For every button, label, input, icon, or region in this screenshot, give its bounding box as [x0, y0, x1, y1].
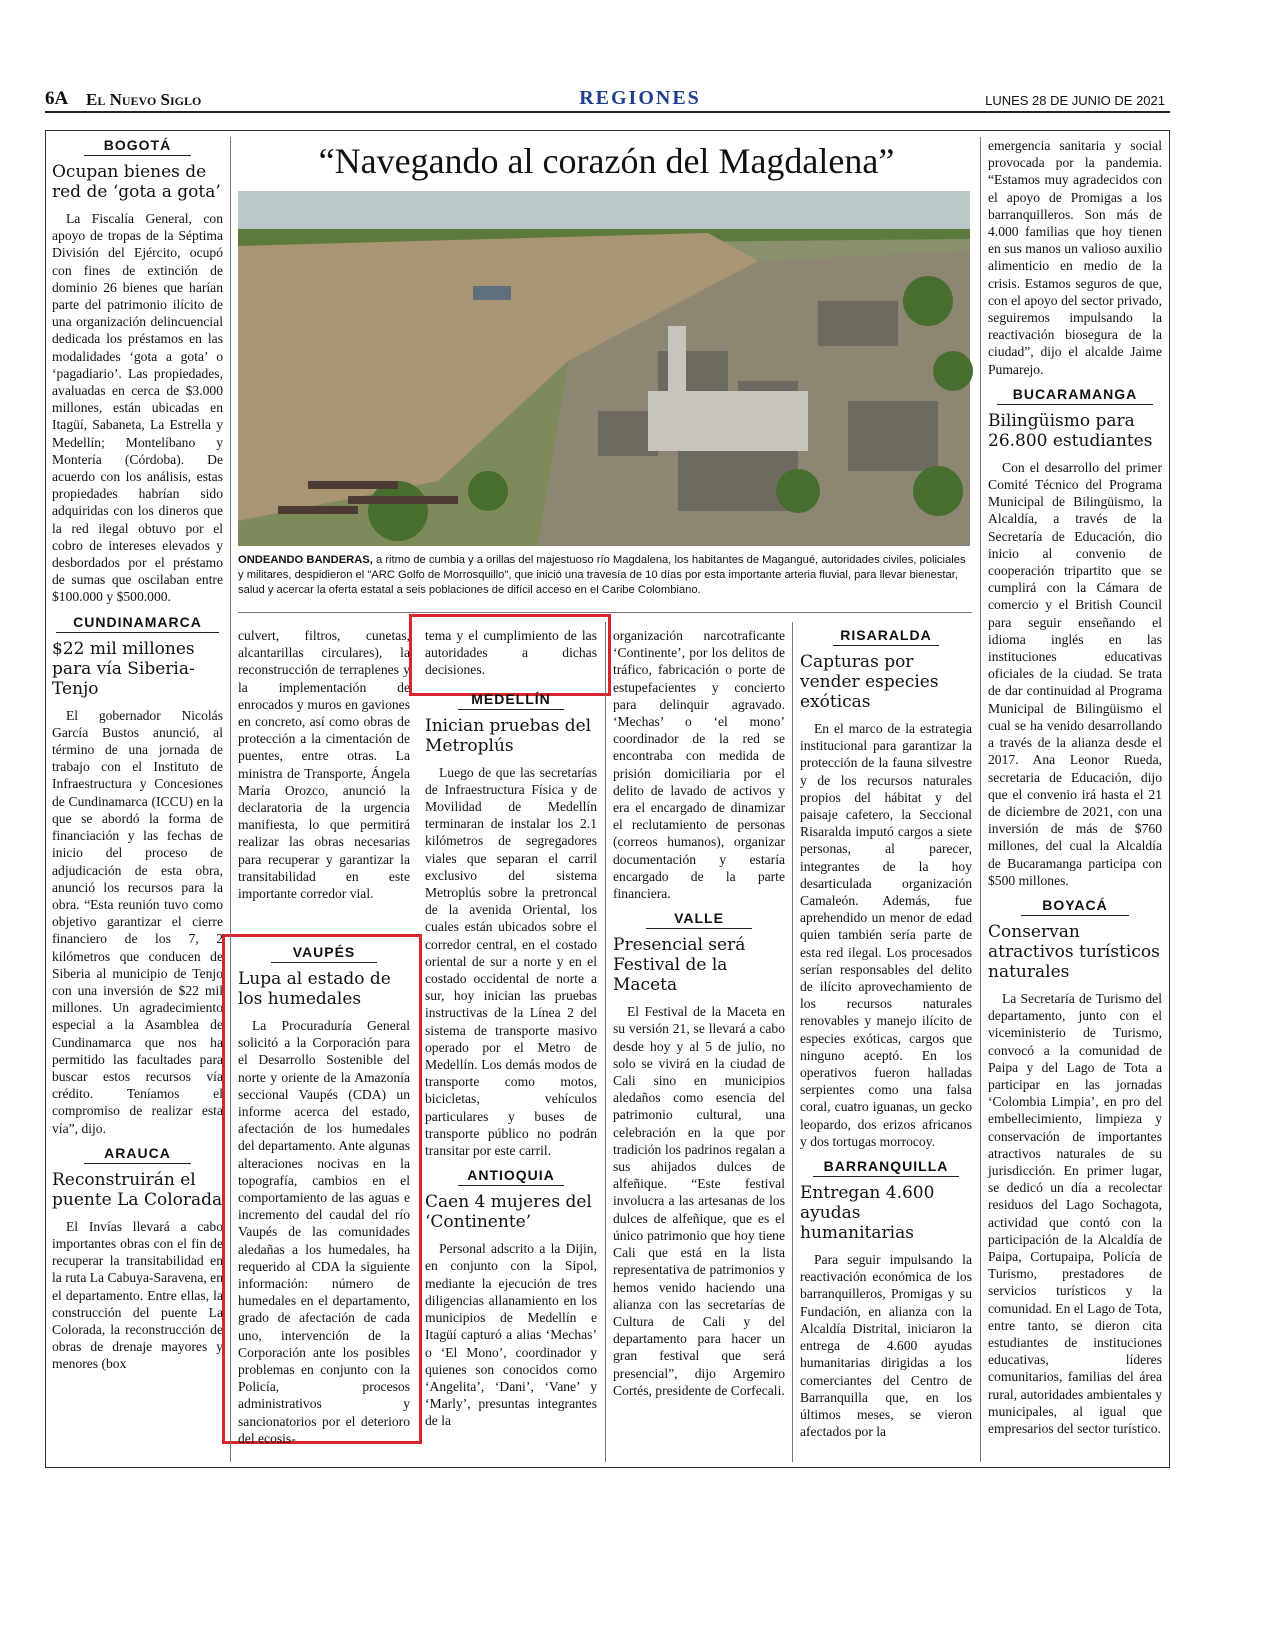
page-number: 6A: [45, 88, 69, 109]
paper-name: El Nuevo Siglo: [86, 90, 202, 109]
issue-date: LUNES 28 DE JUNIO DE 2021: [985, 93, 1165, 108]
story-antioquia-continued: organización narcotraficante ‘Continente’, por los delitos de tráfico, fabricación o porte de estupefacientes y concierto para delinquir agravado. ‘Mechas’ o ‘el mono’ coordinador de la red se encontraba con medida de prisión domiciliaria por el delito de lavado de activos y era el encargado de dinamizar el reclutamiento de personas (correos humanos), organizar documentación y estaría encargado de la parte financiera.: [613, 628, 785, 902]
headline-medellin: Inician pruebas del Metroplús: [425, 715, 592, 756]
headline-valle: Presencial será Festival de la Maceta: [613, 935, 746, 996]
column-6: [988, 137, 1162, 1462]
caption-lead: ONDEANDO BANDERAS,: [238, 554, 373, 566]
story-vaupes-continued: tema y el cumplimiento de las autoridades a dichas decisiones.: [425, 628, 597, 678]
section-barranquilla: BARRANQUILLA: [813, 1158, 959, 1177]
column-rule: [792, 622, 793, 1462]
masthead-rule: [45, 111, 1170, 113]
headline-barranquilla: Entregan 4.600 ayudas humanitarias: [800, 1183, 935, 1244]
section-antioquia: ANTIOQUIA: [458, 1167, 565, 1186]
headline-bogota: Ocupan bienes de red de ‘gota a gota’: [52, 162, 221, 202]
headline-boyaca: Conservan atractivos turísticos naturales: [988, 921, 1160, 982]
section-medellin: MEDELLÍN: [458, 691, 565, 710]
column-5: [800, 627, 972, 1462]
feature-bottom-rule: [238, 612, 972, 613]
story-arauca: El Invías llevará a cabo importantes obras con el fin de recuperar la transitabilidad en la ruta La Cabuya-Saravena, en el departamento. Entre ellas, la construcción del puente La Colorada, la reconstrucción de obras de drenaje mayores y menores (box: [52, 1218, 223, 1372]
story-boyaca: La Secretaría de Turismo del departamento, junto con el viceministerio de Turismo, convocó a la comunidad de Paipa y del Lago de Tota a participar en las jornadas ‘Colombia Limpia’, en pro del embellecimiento, limpieza y conservación de importantes atractivos naturales de su jurisdicción. En primer lugar, se dedicó un día a recolectar residuos del Lago Sochagota, actividad que contó con la participación de la Alcaldía de Paipa, Cortupaipa, Policía de Turismo, prestadores de servicios turísticos y la comunidad. En el Lago de Tota, entre tanto, se dieron cita estudiantes de instituciones educativas, líderes comunitarios, familias del área rural, autoridades ambientales y municipales, al igual que empresarios del sector turístico.: [988, 990, 1162, 1436]
column-4: [613, 627, 785, 1462]
story-medellin: Luego de que las secretarías de Infraestructura Física y de Movilidad de Medellín terminaran de instalar los 2.1 kilómetros de segregadores viales que separan el carril exclusivo del sistema Metroplús sobre la pretroncal de la avenida Oriental, los cuales están ubicados sobre el corredor central, en el costado oriental de sur a norte y en el costado occidental de norte a sur, hoy inician las pruebas instructivas de la Línea 2 del sistema de transporte masivo operado por el Metro de Medellín. Los demás modos de transporte como motos, bicicletas, vehículos particulares y buses de transporte público no podrán transitar por este carril.: [425, 764, 597, 1159]
story-risaralda: En el marco de la estrategia institucional para garantizar la protección de la fauna silvestre y de los recursos naturales propios del hábitat y del paisaje cafetero, la Seccional Risaralda imputó cargos a siete personas, al parecer, integrantes de la hoy desarticulada organización Camaleón. Además, fue aprehendido un menor de edad quien también sería parte de esta red ilegal. Los procesados serían responsables del delito de ilícito aprovechamiento de los recursos naturales renovables y manejo ilícito de especies exóticas, cargos que ninguno aceptó. En los operativos fueron halladas serpientes como una falsa coral, cuatro iguanas, un gecko leopardo, dos erizos africanos y dos tortugas morrocoy.: [800, 721, 972, 1149]
feature-photo: [238, 191, 970, 546]
section-arauca: ARAUCA: [84, 1145, 190, 1164]
column-rule: [230, 137, 231, 1462]
column-3: [425, 627, 597, 1462]
section-bucaramanga: BUCARAMANGA: [997, 386, 1154, 405]
story-antioquia: Personal adscrito a la Dijin, en conjunto con la Sipol, mediante la ejecución de tres diligencias allanamiento en los municipios de Medellín e Itagüí capturó a alias ‘Mechas’ o ‘El Mono’, coordinador y quienes son conocidos como ‘Angelita’, ‘Dani’, ‘Vane’ y ‘Marly’, presuntas integrantes de la: [425, 1241, 597, 1429]
section-cundinamarca: CUNDINAMARCA: [56, 614, 218, 633]
column-1: [52, 137, 223, 1462]
story-barranquilla-continued: emergencia sanitaria y social provocada por la pandemia. “Estamos muy agradecidos con el apoyo de Promigas a los barranquilleros. Son más de 4.000 familias que hoy tienen en sus manos un valioso auxilio alimenticio en medio de la crisis. Estamos seguros de que, con el apoyo del sector privado, seguiremos impulsando la reactivación biosegura de la ciudad”, dijo el alcalde Jaime Pumarejo.: [988, 138, 1162, 377]
story-cundinamarca: El gobernador Nicolás García Bustos anunció, al término de una jornada de trabajo con el Instituto de Infraestructura y Concesiones de Cundinamarca (ICCU) en la que se abordó la forma de financiación y las fechas de inicio del proceso de adjudicación de esta obra, anunció los recursos para la obra. “Esta reunión tuvo como objetivo garantizar el cierre financiero de los 7, 2 kilómetros que conducen de Siberia al municipio de Tenjo con una inversión de $22 mil millones. Un agradecimiento especial a la Asamblea de Cundinamarca que nos ha permitido las facultades para buscar estos recursos vía crédito. Teníamos el compromiso de realizar esta vía”, dijo.: [52, 707, 223, 1136]
section-valle: VALLE: [646, 910, 753, 929]
story-vaupes: La Procuraduría General solicitó a la Corporación para el Desarrollo Sostenible del norte y oriente de la Amazonía seccional Vaupés (CDA) un informe acerca del estado, afectación de los humedales del departamento. Ante algunas alteraciones nocivas en la topografía, cambios en el comportamiento de las aguas e incremento del caudal del río Vaupés de las comunidades aledañas a los humedales, ha requerido al CDA la siguiente información: número de humedales en el departamento, grado de afectación de cada uno, intervención de la Corporación ante los posibles problemas en conjunto con la Policía, procesos administrativos y sancionatorios por el deterioro del ecosis-: [238, 1018, 410, 1446]
story-valle: El Festival de la Maceta en su versión 21, se llevará a cabo desde hoy y al 5 de julio, no solo se vivirá en la ciudad de Cali sino en municipios aledaños como esencia del patrimonio cultural, una celebración en la que por tradición los padrinos regalan a sus ahijados dulces de alfeñique. “Este festival involucra a las artesanas de los dulces de alfeñique, que es el único patrimonio que hoy tiene Cali que está en la lista representativa de patrimonios y hemos venido haciendo una alianza con las secretarías de Cultura de Cali y del departamento para hacer un gran festival que será presencial”, dijo Argemiro Cortés, presidente de Corfecali.: [613, 1004, 785, 1398]
feature-title: “Navegando al corazón del Magdalena”: [318, 141, 895, 181]
story-arauca-continued: culvert, filtros, cunetas, alcantarillas circulares), la reconstrucción de terraplenes y la implementación de enrocados y muros en gaviones en concreto, así como obras de protección a la cimentación de puentes, entre otras. La ministra de Transporte, Ángela María Orozco, anunció la declaratoria de la urgencia manifiesta, lo que permitirá realizar las obras necesarias para recuperar y garantizar la transitabilidad en este importante corredor vial.: [238, 628, 410, 902]
story-bogota: La Fiscalía General, con apoyo de tropas de la Séptima División del Ejército, ocupó con fines de extinción de dominio 26 bienes que harían parte del patrimonio ilícito de una organización delincuencial dedicada los préstamos en las modalidades ‘gota a gota’ o ‘pagadiario’. Las propiedades, avaluadas en cerca de $3.000 millones, están ubicadas en Itagüí, Sabaneta, La Estrella y Medellín; Montelíbano y Montería (Córdoba). De acuerdo con los análisis, estas propiedades habrían sido adquiridas con los dineros que la red ilegal obtuvo por el cobro de intereses elevados y desbordados por el préstamo de sumas que oscilaban entre $100.000 y $500.000.: [52, 211, 223, 605]
story-bucaramanga: Con el desarrollo del primer Comité Técnico del Programa Municipal de Bilingüismo, la Alcaldía, a través de la Secretaría de Educación, dio inicio al convenio de cooperación tripartito que se cumplirá con la Cámara de comercio y el British Council para seguir enseñando el idioma inglés en las instituciones educativas oficiales de la ciudad. Se trata de dar continuidad al Programa Municipal de Bilingüismo el cual se ha venido desarrollando a través de la alianza desde el 2017. Ana Leonor Rueda, secretaria de Educación, dijo que el convenio irá hasta el 21 de diciembre de 2021, con una inversión de más de $760 millones, del cual la Alcaldía de Bucaramanga participa con $500 millones.: [988, 459, 1162, 888]
caption-text: a ritmo de cumbia y a orillas del majestuoso río Magdalena, los habitantes de Magangué, autoridades civiles, policiales y militares, despidieron el "ARC Golfo de Morrosquillo", que inició una travesía de 10 días por esta importante arteria fluvial, para llevar bienestar, salud y acercar la oferta estatal a seis poblaciones de difícil acceso en el Caribe Colombiano.: [238, 554, 966, 596]
column-rule: [980, 137, 981, 1462]
section-bogota: BOGOTÁ: [84, 137, 190, 156]
section-vaupes: VAUPÉS: [271, 944, 378, 963]
headline-arauca: Reconstruirán el puente La Colorada: [52, 1169, 223, 1210]
feature-caption: [238, 553, 970, 598]
section-title: REGIONES: [579, 87, 701, 109]
column-2-vaupes: [238, 944, 410, 1446]
column-rule: [605, 622, 606, 1462]
headline-cundinamarca: $22 mil millones para vía Siberia-Tenjo: [52, 638, 195, 699]
headline-antioquia: Caen 4 mujeres del ‘Continente’: [425, 1192, 592, 1233]
story-barranquilla: Para seguir impulsando la reactivación económica de los barranquilleros, Promigas y su Fundación, en alianza con la Alcaldía Distrital, iniciaron la entrega de 4.600 ayudas humanitarias dirigidas a los comerciantes del Centro de Barranquilla que, en los últimos meses, se vieron afectados por la: [800, 1252, 972, 1440]
column-2: [238, 627, 410, 932]
headline-risaralda: Capturas por vender especies exóticas: [800, 652, 939, 712]
section-boyaca: BOYACÁ: [1021, 897, 1129, 916]
section-risaralda: RISARALDA: [833, 627, 940, 646]
headline-bucaramanga: Bilingüismo para 26.800 estudiantes: [988, 410, 1153, 451]
headline-vaupes: Lupa al estado de los humedales: [238, 969, 391, 1009]
